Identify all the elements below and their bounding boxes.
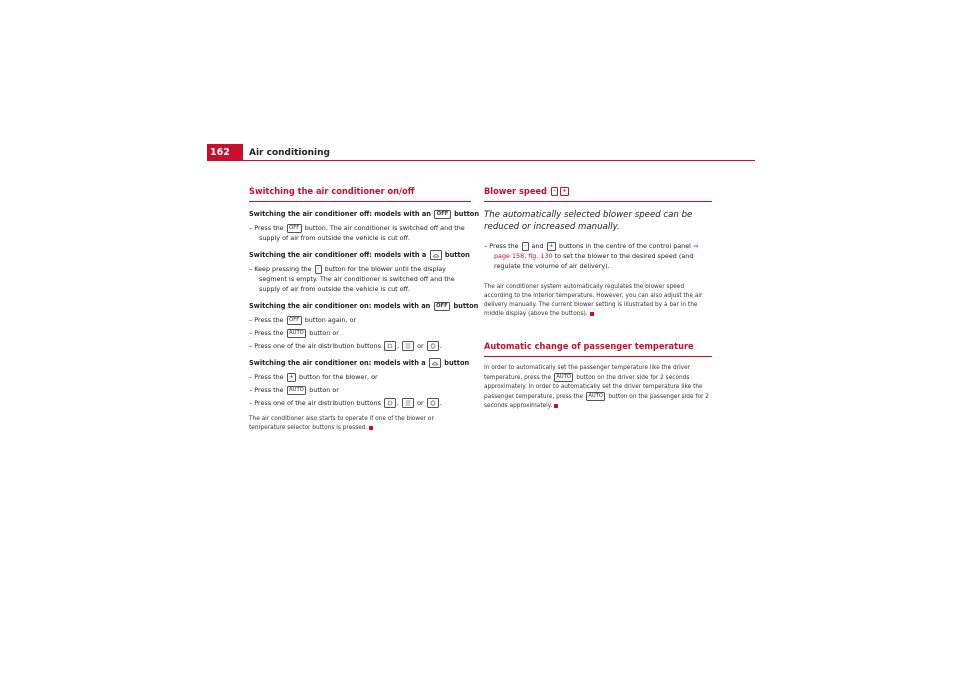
air-vent-icon bbox=[402, 341, 414, 351]
plus-button-icon: + bbox=[547, 242, 556, 251]
minus-button-icon: - bbox=[522, 242, 529, 251]
off-button-icon: OFF bbox=[287, 224, 302, 233]
blower-note: The air conditioner system automatically regulates the blower speed according to the interior temperature. However, you can also adjust the air delivery manually. The current blower setting is illustrated by a bar in the middle display (above the buttons). bbox=[484, 284, 703, 317]
air-footwell-icon bbox=[427, 398, 439, 408]
plus-button-icon: + bbox=[560, 187, 569, 196]
off-button-icon: OFF bbox=[434, 302, 451, 311]
subhead-on-off-button: Switching the air conditioner on: models with an OFF button bbox=[249, 302, 479, 310]
fan-button-icon bbox=[429, 358, 441, 368]
step-blower-adjust: – Press the - and + buttons in the centre of the control panel ⇒ page 158, fig. 130 to set the blower to the desired speed (and regulate the volume of air delivery). bbox=[484, 242, 699, 270]
step-press-auto-2: – Press the AUTO button or bbox=[249, 386, 339, 394]
left-column bbox=[249, 186, 480, 433]
blower-intro: The automatically selected blower speed can be reduced or increased manually. bbox=[484, 210, 693, 232]
page-header-title: Air conditioning bbox=[249, 148, 330, 158]
page-reference-link[interactable]: ⇒ page 158, fig. 130 bbox=[494, 242, 699, 260]
off-button-icon: OFF bbox=[434, 210, 451, 219]
end-of-section-marker bbox=[554, 404, 558, 408]
air-windscreen-icon bbox=[384, 398, 396, 408]
auto-button-icon: AUTO bbox=[554, 373, 574, 382]
auto-button-icon: AUTO bbox=[586, 392, 606, 401]
step-press-auto: – Press the AUTO button or bbox=[249, 329, 339, 337]
air-vent-icon bbox=[402, 398, 414, 408]
section-title-blower-speed: Blower speed - + bbox=[484, 186, 712, 202]
passenger-temp-text: In order to automatically set the passenger temperature like the driver temperature, press the AUTO button on the driver side for 2 seconds approximately. In order to automatically set the driver temperature like the passenger temperature, press the AUTO button on the passenger side for 2 seconds approximately. bbox=[484, 365, 709, 409]
step-press-distribution-2: – Press one of the air distribution buttons , or . bbox=[249, 399, 442, 407]
fan-button-icon bbox=[430, 250, 442, 260]
end-of-section-marker bbox=[369, 426, 373, 430]
minus-button-icon: - bbox=[315, 265, 322, 274]
auto-button-icon: AUTO bbox=[287, 329, 307, 338]
step-press-off: – Press the OFF button. The air conditioner is switched off and the supply of air from outside the vehicle is cut off. bbox=[249, 224, 465, 242]
air-footwell-icon bbox=[427, 341, 439, 351]
off-button-icon: OFF bbox=[287, 316, 302, 325]
subhead-on-fan-button: Switching the air conditioner on: models with a button bbox=[249, 359, 470, 367]
step-press-off-again: – Press the OFF button again, or bbox=[249, 316, 357, 324]
note-blower-starts: The air conditioner also starts to operate if one of the blower or temperature selector buttons is pressed. bbox=[249, 416, 434, 431]
end-of-section-marker bbox=[590, 312, 594, 316]
air-windscreen-icon bbox=[384, 341, 396, 351]
minus-button-icon: - bbox=[551, 187, 558, 196]
right-column bbox=[484, 186, 712, 411]
auto-button-icon: AUTO bbox=[287, 386, 307, 395]
section-title-on-off: Switching the air conditioner on/off bbox=[249, 186, 471, 202]
plus-button-icon: + bbox=[287, 373, 296, 382]
subhead-off-off-button: Switching the air conditioner off: models with an OFF button bbox=[249, 210, 480, 218]
header-divider bbox=[207, 160, 755, 161]
subhead-off-fan-button: Switching the air conditioner off: models with a button bbox=[249, 251, 470, 259]
step-press-distribution: – Press one of the air distribution buttons , or . bbox=[249, 342, 442, 350]
step-keep-pressing-minus: – Keep pressing the - button for the blower until the display segment is empty. The air conditioner is switched off and the supply of air from outside the vehicle is cut off. bbox=[249, 265, 455, 293]
page-number: 162 bbox=[207, 144, 243, 161]
step-press-plus: – Press the + button for the blower, or bbox=[249, 373, 378, 381]
section-title-passenger-temp: Automatic change of passenger temperature bbox=[484, 341, 712, 357]
